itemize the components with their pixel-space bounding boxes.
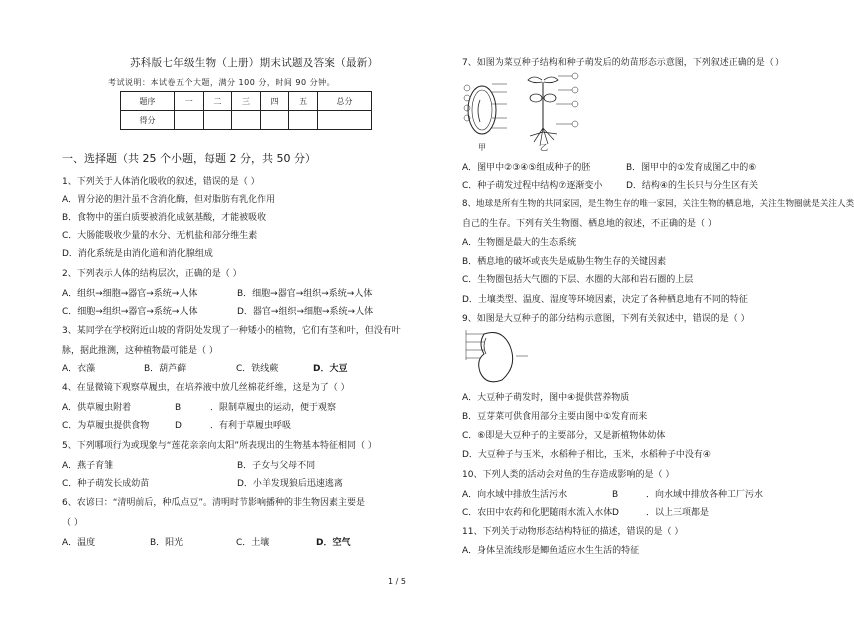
option-7b: B．图甲中的①发育成图乙中的⑥ [626,163,757,173]
option-10c: C．农田中农药和化肥随雨水流入水体 [462,508,613,518]
option-2c: C．细胞→组织→器官→系统→人体 [62,307,198,317]
section-heading: 一、选择题（共 25 个小题，每题 2 分，共 50 分） [62,152,316,165]
option-4a: A．供草履虫附着 [62,403,132,413]
question-2: 2、下列表示人体的结构层次，正确的是（ ） [62,269,242,279]
option-6c: C．土壤 [236,538,270,548]
option-4d: ．有利于草履虫呼吸 [210,421,292,431]
option-4b: ．限制草履虫的运动，便于观察 [210,403,337,413]
question-8: 8、地球是所有生物的共同家园，是生物生存的唯一家园，关注生物的栖息地，关注生物圈就是关注人类 [462,199,854,209]
option-10a: A．向水域中排放生活污水 [462,490,568,500]
option-8c: C．生物圈包括大气圈的下层、水圈的大部和岩石圈的上层 [462,275,694,285]
option-4c: C．为草履虫提供食物 [62,421,150,431]
option-10d-letter: D [612,508,619,518]
question-7: 7、如图为菜豆种子结构和种子萌发后的幼苗形态示意图，下列叙述正确的是（ [462,58,774,68]
score-cell: 五 [289,92,318,111]
option-2b: B．细胞→器官→组织→系统→人体 [237,289,373,299]
question-1: 1、下列关于人体消化吸收的叙述，错误的是（ ） [62,177,260,187]
question-6: 6、农谚曰：“清明前后，种瓜点豆”。清明时节影响播种的非生物因素主要是 [62,498,366,508]
question-11: 11、下列关于动物形态结构特征的描述，错误的是（ ） [462,527,684,537]
score-cell: 总分 [317,92,371,111]
score-table-score-row [121,111,372,130]
score-table [120,91,372,130]
option-6d: D．空气 [316,538,351,548]
option-3b: B．葫芦藓 [144,364,187,374]
score-cell: 一 [175,92,204,111]
option-2a: A．组织→细胞→器官→系统→人体 [62,289,198,299]
score-cell [260,111,289,130]
question-6-cont: （ ） [62,518,83,528]
question-5: 5、下列哪项行为或现象与“莲花亲亲向太阳”所表现出的生物基本特征相同（ ） [62,441,377,451]
option-1c: C．大肠能吸收少量的水分、无机盐和部分维生素 [62,231,258,241]
option-7c: C．种子萌发过程中结构⑦逐渐变小 [462,181,603,191]
score-cell: 四 [260,92,289,111]
question-10: 10、下列人类的活动会对鱼的生存造成影响的是（ ） [462,470,675,480]
option-7d: D．结构④的生长只与分生区有关 [626,181,758,191]
question-8-cont: 自己的生存。下列有关生物圈、栖息地的叙述，不正确的是（ ） [462,219,717,229]
figure-label-yi: 乙 [540,143,548,152]
option-9a: A．大豆种子萌发时，图中④提供营养物质 [462,393,630,403]
option-1d: D．消化系统是由消化道和消化腺组成 [62,249,213,259]
soybean-seed-diagram [462,326,532,388]
score-cell [203,111,232,130]
score-cell [289,111,318,130]
option-5c: C．种子萌发长成幼苗 [62,479,150,489]
option-4b-letter: B [175,403,182,413]
option-1a: A．胃分泌的胆汁虽不含消化酶，但对脂肪有乳化作用 [62,195,276,205]
question-9: 9、如图是大豆种子的部分结构示意图，下列有关叙述中，错误的是（ ） [462,314,750,324]
question-3: 3、某同学在学校附近山坡的背阴处发现了一种矮小的植物，它们有茎和叶，但没有叶 [62,326,401,336]
option-2d: D．器官→组织→细胞→系统→人体 [237,307,374,317]
option-9b: B．豆芽菜可供食用部分主要由图中①发育而来 [462,412,648,422]
option-1b: B．食物中的蛋白质要被消化成氨基酸，才能被吸收 [62,213,267,223]
option-9c: C．⑥即是大豆种子的主要部分，又是新植物体幼体 [462,431,666,441]
option-3d: D．大豆 [313,364,348,374]
option-10b-letter: B [612,490,619,500]
score-cell: 三 [232,92,261,111]
score-cell [175,111,204,130]
option-11a: A．身体呈流线形是鲫鱼适应水生生活的特征 [462,546,640,556]
option-5b: B．子女与父母不同 [237,461,316,471]
option-5d: D．小羊发现狼后迅速逃离 [237,479,343,489]
option-8d: D．土壤类型、温度、湿度等环境因素，决定了各种栖息地有不同的特征 [462,295,748,305]
exam-title: 苏科版七年级生物（上册）期末试题及答案（最新） [130,57,379,69]
question-7-paren: ） [775,58,785,68]
option-8a: A．生物圈是最大的生态系统 [462,238,577,248]
score-cell [317,111,371,130]
option-5a: A．燕子育雏 [62,461,114,471]
score-cell [232,111,261,130]
option-7a: A．图甲中②③④⑤组成种子的胚 [462,163,591,173]
score-table-header-row [121,92,372,111]
option-10b: ．向水域中排放各种工厂污水 [646,490,764,500]
option-4d-letter: D [175,421,182,431]
option-3c: C．铁线蕨 [236,364,279,374]
option-9d: D．大豆种子与玉米，水稻种子相比，玉米，水稻种子中没有④ [462,450,712,460]
score-cell: 得分 [121,111,175,130]
option-6a: A．温度 [62,538,96,548]
question-4: 4、在显微镜下观察草履虫，在培养液中放几丝棉花纤维，这是为了（ ） [62,383,350,393]
option-6b: B．阳光 [150,538,184,548]
page-number: 1 / 5 [388,577,406,586]
exam-instructions: 考试说明：本试卷五个大题，满分 100 分，时间 90 分钟。 [108,78,336,87]
question-3-cont: 脉，据此推测，这种植物最可能是（ ） [62,346,218,356]
option-10d: ．以上三项都是 [646,508,710,518]
option-8b: B．栖息地的破坏或丧失是威胁生物生存的关键因素 [462,257,667,267]
figure-label-jia: 甲 [478,143,486,152]
score-cell: 二 [203,92,232,111]
score-cell: 题序 [121,92,175,111]
option-3a: A．衣藻 [62,364,96,374]
